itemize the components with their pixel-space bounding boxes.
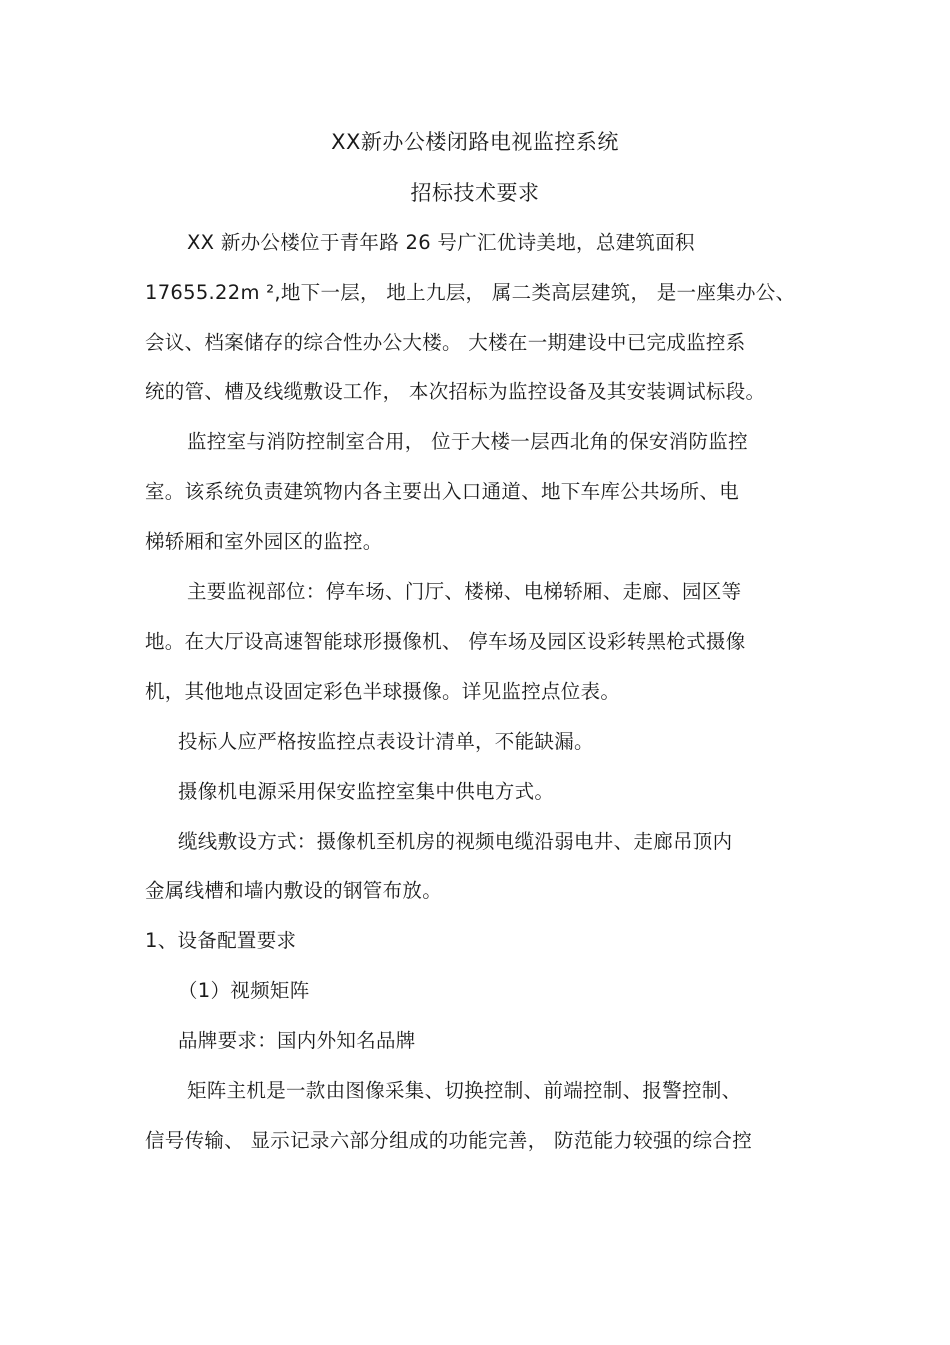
paragraph-line: 会议、档案储存的综合性办公大楼。 大楼在一期建设中已完成监控系 [145,331,746,354]
paragraph-line: 室。该系统负责建筑物内各主要出入口通道、地下车库公共场所、电 [145,480,740,503]
document-subtitle: 招标技术要求 [410,181,540,205]
paragraph-line: 信号传输、 显示记录六部分组成的功能完善， 防范能力较强的综合控 [145,1129,752,1152]
paragraph-line: 地。在大厅设高速智能球形摄像机、 停车场及园区设彩转黑枪式摄像 [145,630,746,653]
document-title: XX新办公楼闭路电视监控系统 [331,130,619,154]
paragraph-line: 摄像机电源采用保安监控室集中供电方式。 [178,780,555,803]
paragraph-line: 17655.22m ²,地下一层， 地上九层， 属二类高层建筑， 是一座集办公、 [145,281,796,304]
paragraph-line: 缆线敷设方式：摄像机至机房的视频电缆沿弱电井、走廊吊顶内 [178,830,733,853]
paragraph-line: 品牌要求：国内外知名品牌 [178,1029,416,1052]
paragraph-line: 梯轿厢和室外园区的监控。 [145,530,383,553]
paragraph-line: 矩阵主机是一款由图像采集、切换控制、前端控制、报警控制、 [187,1079,742,1102]
section-heading: 1、设备配置要求 [145,929,297,952]
paragraph-line: 主要监视部位：停车场、门厅、楼梯、电梯轿厢、走廊、园区等 [187,580,742,603]
paragraph-line: 投标人应严格按监控点表设计清单，不能缺漏。 [178,730,594,753]
subsection-heading: （1）视频矩阵 [178,979,310,1002]
paragraph-line: 机，其他地点设固定彩色半球摄像。详见监控点位表。 [145,680,621,703]
paragraph-line: 统的管、槽及线缆敷设工作， 本次招标为监控设备及其安装调试标段。 [145,380,766,403]
paragraph-line: XX 新办公楼位于青年路 26 号广汇优诗美地，总建筑面积 [187,231,695,254]
paragraph-line: 监控室与消防控制室合用， 位于大楼一层西北角的保安消防监控 [187,430,748,453]
paragraph-line: 金属线槽和墙内敷设的钢管布放。 [145,879,443,902]
